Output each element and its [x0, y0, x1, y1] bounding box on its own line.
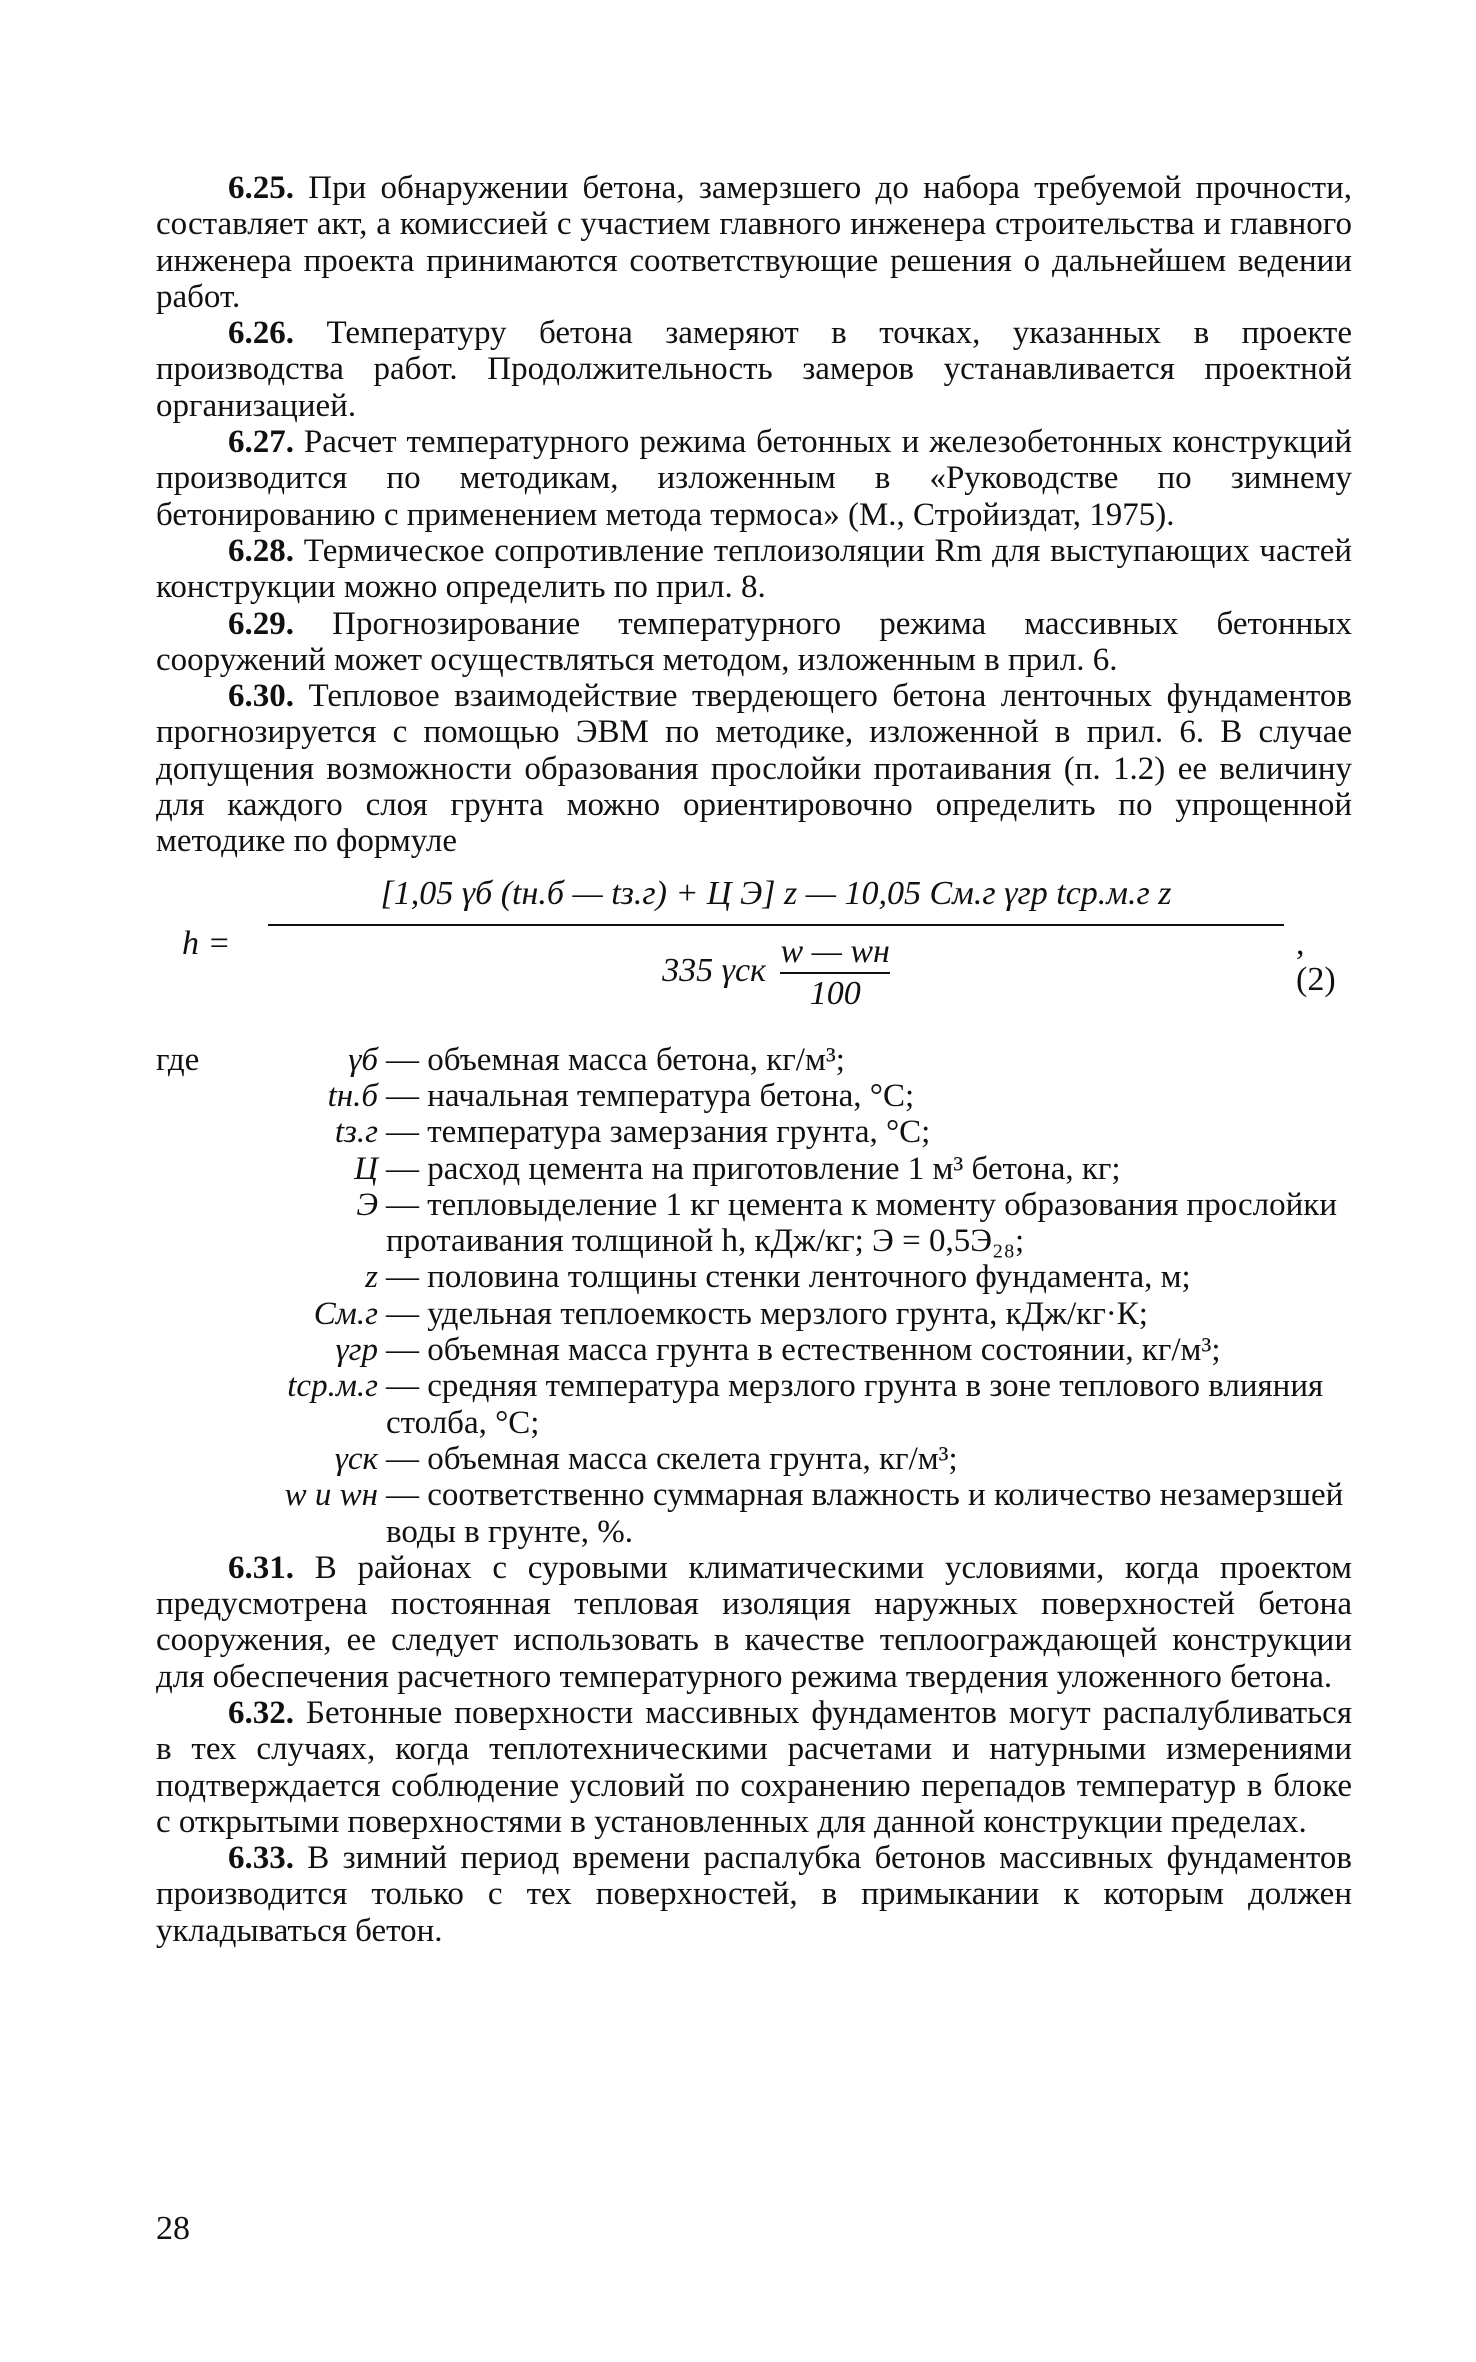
definition-row: [156, 1151, 1352, 1187]
definition-text: — соответственно суммарная влажность и количество незамерзшей воды в грунте, %.: [386, 1477, 1344, 1550]
paragraph-6-32: [156, 1695, 1352, 1840]
definition-symbol: tср.м.г: [287, 1368, 378, 1405]
definition-row: [156, 1296, 1352, 1332]
paragraph-number: 6.25.: [228, 170, 294, 206]
paragraph-text: Расчет температурного режима бетонных и железобетонных конструкций производится по методикам, изложенным в «Руководстве по зимнему бетонированию с применением метода термоса» (М., Стройиздат, 1975).: [156, 424, 1352, 533]
denominator-fraction-bar: [780, 972, 889, 974]
paragraph-number: 6.28.: [228, 532, 294, 569]
definition-text: — удельная теплоемкость мерзлого грунта, кДж/кг·К;: [386, 1295, 1148, 1332]
definition-symbol: z: [365, 1259, 378, 1296]
definition-row: [156, 1078, 1352, 1114]
formula-number: , (2): [1296, 924, 1336, 998]
paragraph-number: 6.27.: [228, 424, 294, 461]
definition-text: — температура замерзания грунта, °С;: [386, 1114, 931, 1151]
paragraph-number: 6.29.: [228, 605, 294, 642]
denominator-fraction-top: w — wн: [780, 932, 890, 970]
definition-row: [156, 1477, 1352, 1550]
paragraph-text: Бетонные поверхности массивных фундаментов могут распалубливаться в тех случаях, когда теплотехническими расчетами и натурными измерениями подтверждается соблюдение условий по сохранению перепадов температур в блоке с открытыми поверхностями в установленных для данной конструкции пределах.: [156, 1694, 1352, 1840]
definition-row: [156, 1368, 1352, 1441]
paragraph-text: Температуру бетона замеряют в точках, указанных в проекте производства работ. Продолжительность замеров устанавливается проектной организацией.: [156, 315, 1353, 424]
definition-row: [156, 1332, 1352, 1368]
paragraph-number: 6.30.: [228, 678, 294, 715]
body-text: [156, 170, 1352, 1949]
definition-symbol: Э: [356, 1186, 378, 1223]
definition-symbol: γгр: [335, 1332, 378, 1369]
definition-row: [156, 1187, 1352, 1260]
paragraph-text: Прогнозирование температурного режима массивных бетонных сооружений может осуществляться методом, изложенным в прил. 6.: [156, 605, 1352, 678]
definition-symbol: Cм.г: [313, 1295, 378, 1332]
definition-text: — начальная температура бетона, °С;: [386, 1077, 915, 1114]
definition-text: — объемная масса скелета грунта, кг/м³;: [386, 1440, 958, 1477]
paragraph-6-27: [156, 424, 1352, 533]
definition-text: — половина толщины стенки ленточного фундамента, м;: [386, 1259, 1191, 1296]
paragraph-number: 6.26.: [228, 315, 294, 352]
denominator-fraction: [780, 934, 889, 1013]
definition-text: — объемная масса грунта в естественном состоянии, кг/м³;: [386, 1332, 1221, 1369]
formula-denominator: [268, 934, 1284, 1013]
definition-text: — объемная масса бетона, кг/м³;: [386, 1041, 845, 1078]
where-label: где: [156, 1041, 200, 1078]
definition-symbol: γск: [334, 1440, 378, 1477]
definition-symbol: tз.г: [334, 1114, 378, 1151]
definition-symbol: w и wн: [284, 1477, 378, 1514]
page-number: 28: [156, 2210, 190, 2247]
paragraph-number: 6.33.: [228, 1840, 294, 1877]
formula-lhs: h =: [182, 924, 231, 962]
denominator-fraction-bottom: 100: [809, 974, 861, 1012]
definition-text: — тепловыделение 1 кг цемента к моменту образования прослойки протаивания толщиной h, кДж/кг; Э = 0,5Э₂₈;: [386, 1186, 1337, 1260]
definition-row: [156, 1042, 1352, 1078]
paragraph-text: В зимний период времени распалубка бетонов массивных фундаментов производится только с тех поверхностей, в примыкании к которым должен укладываться бетон.: [156, 1840, 1353, 1949]
formula-2: [156, 866, 1352, 1036]
paragraph-text: В районах с суровыми климатическими условиями, когда проектом предусмотрена постоянная тепловая изоляция наружных поверхностей бетона сооружения, ее следует использовать в качестве теплоограждающей конструкции для обеспечения расчетного температурного режима твердения уложенного бетона.: [156, 1549, 1353, 1695]
definition-text: — расход цемента на приготовление 1 м³ бетона, кг;: [386, 1150, 1121, 1187]
paragraph-text: Термическое сопротивление теплоизоляции Rm для выступающих частей конструкции можно определить по прил. 8.: [156, 532, 1353, 606]
paragraph-number: 6.31.: [228, 1549, 294, 1586]
paragraph-text: При обнаружении бетона, замерзшего до набора требуемой прочности, составляет акт, а комиссией с участием главного инженера строительства и главного инженера проекта принимаются соответствующие решения о дальнейшем ведении работ.: [156, 170, 1353, 315]
definition-text: — средняя температура мерзлого грунта в зоне теплового влияния столба, °С;: [386, 1368, 1324, 1441]
paragraph-6-26: [156, 315, 1352, 424]
paragraph-6-30: [156, 678, 1352, 859]
definition-row: [156, 1441, 1352, 1477]
paragraph-6-33: [156, 1840, 1352, 1949]
paragraph-text: Тепловое взаимодействие твердеющего бетона ленточных фундаментов прогнозируется с помощью ЭВМ по методике, изложенной в прил. 6. В случае допущения возможности образования прослойки протаивания (п. 1.2) ее величину для каждого слоя грунта можно ориентировочно определить по упрощенной методике по формуле: [156, 678, 1353, 860]
definition-row: [156, 1259, 1352, 1295]
paragraph-6-31: [156, 1550, 1352, 1695]
paragraph-6-29: [156, 606, 1352, 679]
formula-numerator: [1,05 γб (tн.б — tз.г) + Ц Э] z — 10,05 Cм.г γгр tср.м.г z: [380, 874, 1172, 912]
denominator-coefficient: 335 γск: [662, 951, 766, 989]
paragraph-6-28: [156, 533, 1352, 606]
definition-symbol: Ц: [354, 1150, 378, 1187]
paragraph-6-25: [156, 170, 1352, 315]
definition-symbol: tн.б: [327, 1077, 378, 1114]
definition-row: [156, 1114, 1352, 1150]
paragraph-number: 6.32.: [228, 1694, 294, 1731]
definition-symbol: γб: [348, 1041, 378, 1078]
definitions-list: [156, 1042, 1352, 1550]
formula-fraction-bar: [268, 924, 1284, 926]
